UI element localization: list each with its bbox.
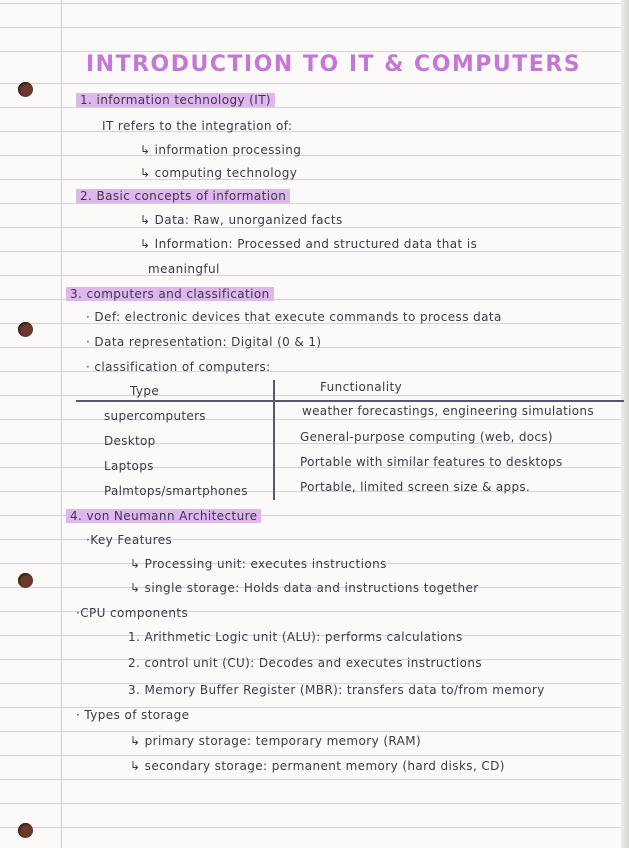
section-4-line: ·CPU components	[76, 606, 189, 620]
table-divider-vertical	[273, 380, 275, 500]
section-4-line: 2. control unit (CU): Decodes and executes instructions	[128, 656, 483, 670]
table-cell-function: Portable with similar features to desktops	[300, 455, 563, 469]
table-cell-type: Desktop	[104, 434, 156, 448]
section-4-line: 3. Memory Buffer Register (MBR): transfers data to/from memory	[128, 683, 545, 697]
binder-hole	[18, 573, 33, 588]
section-1-line: ↳ information processing	[140, 143, 302, 157]
section-3-line: · classification of computers:	[86, 360, 271, 374]
section-1-heading: 1. information technology (IT)	[76, 93, 275, 107]
section-4-line: ↳ secondary storage: permanent memory (hard disks, CD)	[130, 759, 505, 773]
section-1-line: IT refers to the integration of:	[102, 119, 293, 133]
section-3-heading: 3. computers and classification	[66, 287, 274, 301]
section-3-line: · Data representation: Digital (0 & 1)	[86, 335, 322, 349]
table-cell-type: Palmtops/smartphones	[104, 484, 248, 498]
table-cell-function: General-purpose computing (web, docs)	[300, 430, 553, 444]
table-cell-type: Laptops	[104, 459, 154, 473]
table-cell-function: weather forecastings, engineering simulations	[302, 404, 594, 418]
table-header-functionality: Functionality	[320, 380, 403, 394]
section-4-line: ↳ Processing unit: executes instructions	[130, 557, 387, 571]
section-4-line: · Types of storage	[76, 708, 190, 722]
table-header-type: Type	[130, 384, 160, 398]
binder-hole	[18, 322, 33, 337]
section-2-heading: 2. Basic concepts of information	[76, 189, 290, 203]
page-title: INTRODUCTION TO IT & COMPUTERS	[86, 52, 582, 77]
binder-hole	[18, 823, 33, 838]
section-2-line: ↳ Information: Processed and structured data that is	[140, 237, 478, 251]
section-2-line: meaningful	[148, 262, 220, 276]
binder-hole	[18, 82, 33, 97]
section-3-line: · Def: electronic devices that execute commands to process data	[86, 310, 502, 324]
table-cell-type: supercomputers	[104, 409, 206, 423]
table-cell-function: Portable, limited screen size & apps.	[300, 480, 531, 494]
section-4-line: ↳ single storage: Holds data and instructions together	[130, 581, 479, 595]
page-edge	[621, 0, 629, 848]
table-divider-horizontal	[76, 400, 624, 402]
section-4-heading: 4. von Neumann Architecture	[66, 509, 261, 523]
section-4-line: ·Key Features	[86, 533, 173, 547]
section-4-line: ↳ primary storage: temporary memory (RAM)	[130, 734, 422, 748]
margin-line	[61, 0, 62, 848]
section-4-line: 1. Arithmetic Logic unit (ALU): performs calculations	[128, 630, 463, 644]
section-1-line: ↳ computing technology	[140, 166, 298, 180]
section-2-line: ↳ Data: Raw, unorganized facts	[140, 213, 343, 227]
